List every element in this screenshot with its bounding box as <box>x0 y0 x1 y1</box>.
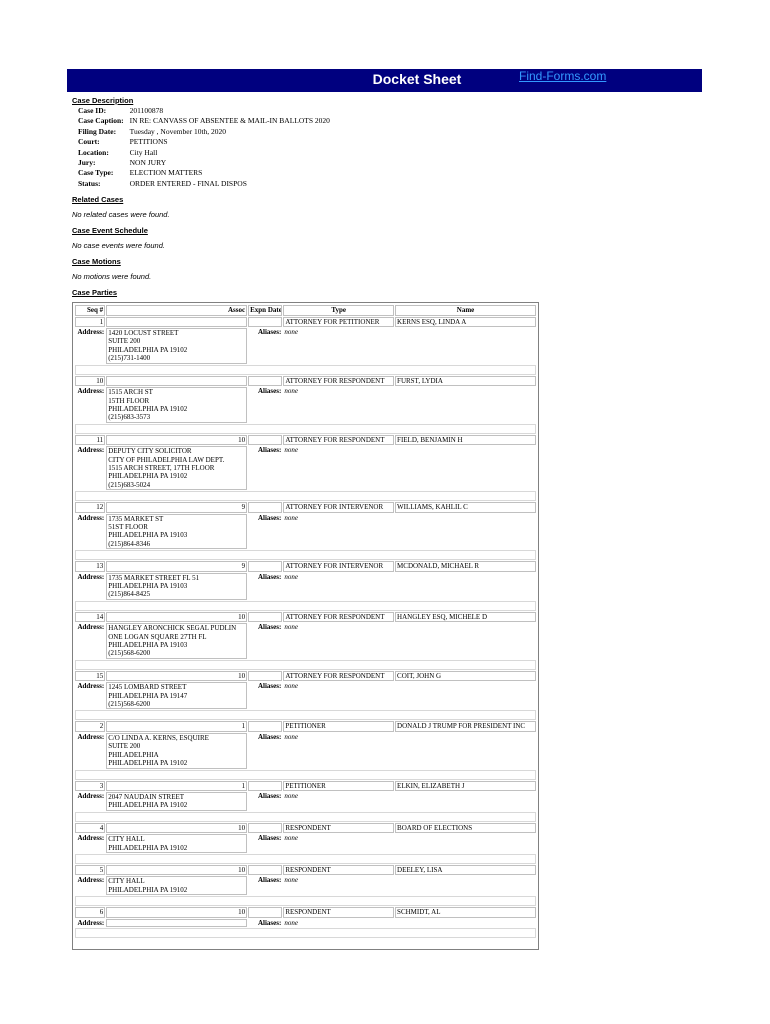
party-row <box>75 721 536 731</box>
party-spacer <box>75 660 536 670</box>
address-label: Address: <box>77 682 105 691</box>
header-bar <box>67 69 702 92</box>
party-expn-date <box>248 435 282 445</box>
party-spacer <box>75 550 536 560</box>
party-row <box>75 823 536 833</box>
party-address-row <box>75 514 536 550</box>
address-line: PHILADELPHIA PA 19102 <box>108 801 188 810</box>
spacer-cell <box>75 365 536 375</box>
aliases-label: Aliases: <box>257 876 282 885</box>
aliases-label: Aliases: <box>257 732 282 741</box>
aliases-label: Aliases: <box>257 682 282 691</box>
party-expn-date <box>248 907 282 917</box>
party-assoc: 10 <box>106 612 247 622</box>
aliases-label: Aliases: <box>257 623 282 632</box>
address-line: 1515 ARCH STREET, 17TH FLOOR <box>108 463 215 472</box>
case-parties-table-frame <box>72 302 539 950</box>
address-label: Address: <box>77 387 105 396</box>
aliases-value: none <box>284 387 298 396</box>
spacer-cell <box>75 660 536 670</box>
party-seq: 1 <box>75 317 105 327</box>
aliases-label: Aliases: <box>257 834 282 843</box>
case-field-row <box>78 137 336 147</box>
spacer-cell <box>75 710 536 720</box>
case-field-label: Location: <box>78 147 109 157</box>
party-address <box>106 446 247 490</box>
party-seq: 15 <box>75 671 105 681</box>
spacer-cell <box>75 928 536 938</box>
address-line: CITY OF PHILADELPHIA LAW DEPT. <box>108 455 225 464</box>
address-line: (215)683-5024 <box>108 480 151 489</box>
party-name: BOARD OF ELECTIONS <box>395 823 536 833</box>
spacer-cell <box>75 491 536 501</box>
party-spacer <box>75 812 536 822</box>
party-seq: 12 <box>75 502 105 512</box>
party-address <box>106 623 247 659</box>
party-row <box>75 781 536 791</box>
aliases-value: none <box>284 918 298 927</box>
party-seq: 13 <box>75 561 105 571</box>
spacer-cell <box>75 601 536 611</box>
address-line: ONE LOGAN SQUARE 27TH FL <box>108 632 207 641</box>
address-line: PHILADELPHIA PA 19103 <box>108 641 188 650</box>
party-spacer <box>75 710 536 720</box>
party-assoc: 1 <box>106 781 247 791</box>
party-address <box>106 514 247 550</box>
party-address-row <box>75 446 536 490</box>
aliases-value: none <box>284 513 298 522</box>
address-label: Address: <box>77 918 105 927</box>
party-row <box>75 317 536 327</box>
party-seq: 6 <box>75 907 105 917</box>
party-type: ATTORNEY FOR INTERVENOR <box>283 561 394 571</box>
col-expn-date: Expn Date <box>250 306 282 315</box>
address-line: DEPUTY CITY SOLICITOR <box>108 447 192 456</box>
party-type: ATTORNEY FOR RESPONDENT <box>283 376 394 386</box>
party-address <box>106 792 247 811</box>
col-assoc: Assoc <box>106 305 247 315</box>
party-type: ATTORNEY FOR RESPONDENT <box>283 671 394 681</box>
party-type: PETITIONER <box>283 721 394 731</box>
case-field-value: City Hall <box>129 147 158 157</box>
docket-content <box>72 96 700 950</box>
party-row <box>75 907 536 917</box>
party-row <box>75 865 536 875</box>
case-field-value: Tuesday , November 10th, 2020 <box>129 126 227 136</box>
party-name: ELKIN, ELIZABETH J <box>395 781 536 791</box>
aliases-value: none <box>284 328 298 337</box>
party-assoc: 10 <box>106 865 247 875</box>
case-field-label: Filing Date: <box>78 126 117 136</box>
address-line: PHILADELPHIA PA 19102 <box>108 843 188 852</box>
related-cases-heading: Related Cases <box>72 195 124 205</box>
party-address <box>106 919 247 927</box>
party-assoc: 10 <box>106 435 247 445</box>
party-expn-date <box>248 865 282 875</box>
address-line: PHILADELPHIA PA 19102 <box>108 404 188 413</box>
address-label: Address: <box>77 513 105 522</box>
party-expn-date <box>248 502 282 512</box>
aliases-value: none <box>284 834 298 843</box>
party-type: RESPONDENT <box>283 865 394 875</box>
case-field-row <box>78 158 336 168</box>
party-spacer <box>75 896 536 906</box>
party-expn-date <box>248 721 282 731</box>
party-address-row <box>75 834 536 853</box>
address-line: 15TH FLOOR <box>108 396 150 405</box>
spacer-cell <box>75 770 536 780</box>
party-seq: 14 <box>75 612 105 622</box>
col-name: Name <box>395 305 536 315</box>
party-spacer <box>75 424 536 434</box>
party-assoc: 9 <box>106 561 247 571</box>
case-field-label: Jury: <box>78 158 96 168</box>
party-type: ATTORNEY FOR RESPONDENT <box>283 612 394 622</box>
aliases-value: none <box>284 876 298 885</box>
aliases-value: none <box>284 572 298 581</box>
header-link[interactable]: Find-Forms.com <box>519 69 607 83</box>
aliases-label: Aliases: <box>257 791 282 800</box>
party-spacer <box>75 928 536 938</box>
address-line: C/O LINDA A. KERNS, ESQUIRE <box>108 733 209 742</box>
case-field-label: Case ID: <box>78 106 107 115</box>
case-field-row <box>78 179 336 189</box>
case-description-table <box>78 106 336 189</box>
party-assoc: 10 <box>106 907 247 917</box>
aliases-label: Aliases: <box>257 446 282 455</box>
address-line: 1515 ARCH ST <box>108 388 153 397</box>
party-address <box>106 573 247 600</box>
aliases-label: Aliases: <box>257 513 282 522</box>
party-address <box>106 328 247 364</box>
aliases-value: none <box>284 791 298 800</box>
party-type: ATTORNEY FOR PETITIONER <box>283 317 394 327</box>
party-name: DEELEY, LISA <box>395 865 536 875</box>
address-line: (215)683-3573 <box>108 413 151 422</box>
party-expn-date <box>248 671 282 681</box>
party-name: FIELD, BENJAMIN H <box>395 435 536 445</box>
party-expn-date <box>248 561 282 571</box>
party-type: RESPONDENT <box>283 907 394 917</box>
party-name: HANGLEY ESQ, MICHELE D <box>395 612 536 622</box>
party-seq: 10 <box>75 376 105 386</box>
case-field-value: NON JURY <box>129 158 167 168</box>
address-line: 1245 LOMBARD STREET <box>108 683 187 692</box>
party-address <box>106 682 247 709</box>
address-line: (215)864-8425 <box>108 590 151 599</box>
party-expn-date <box>248 781 282 791</box>
case-field-value: PETITIONS <box>129 137 168 147</box>
case-field-row <box>78 148 336 158</box>
col-type: Type <box>283 305 394 315</box>
aliases-label: Aliases: <box>257 387 282 396</box>
aliases-label: Aliases: <box>257 328 282 337</box>
party-name: FURST, LYDIA <box>395 376 536 386</box>
address-line: PHILADELPHIA PA 19102 <box>108 345 188 354</box>
address-line: 1735 MARKET ST <box>108 514 164 523</box>
party-spacer <box>75 601 536 611</box>
party-name: COIT, JOHN G <box>395 671 536 681</box>
party-address-row <box>75 387 536 423</box>
party-seq: 4 <box>75 823 105 833</box>
spacer-cell <box>75 550 536 560</box>
party-row <box>75 435 536 445</box>
party-row <box>75 502 536 512</box>
party-seq: 2 <box>75 721 105 731</box>
party-expn-date <box>248 823 282 833</box>
address-line: HANGLEY ARONCHICK SEGAL PUDLIN <box>108 624 237 633</box>
address-label: Address: <box>77 446 105 455</box>
party-expn-date <box>248 376 282 386</box>
party-name: MCDONALD, MICHAEL R <box>395 561 536 571</box>
party-assoc: 10 <box>106 823 247 833</box>
party-seq: 11 <box>75 435 105 445</box>
case-field-row <box>78 116 336 126</box>
aliases-label: Aliases: <box>257 572 282 581</box>
col-seq: Seq # <box>75 305 105 315</box>
party-spacer <box>75 491 536 501</box>
case-field-row <box>78 168 336 178</box>
party-spacer <box>75 770 536 780</box>
case-field-label: Status: <box>78 178 101 188</box>
case-field-label: Case Caption: <box>78 116 124 126</box>
party-name: WILLIAMS, KAHLIL C <box>395 502 536 512</box>
party-seq: 5 <box>75 865 105 875</box>
case-field-value: IN RE: CANVASS OF ABSENTEE & MAIL-IN BALLOTS 2020 <box>129 116 330 126</box>
spacer-cell <box>75 854 536 864</box>
address-label: Address: <box>77 572 105 581</box>
party-spacer <box>75 365 536 375</box>
party-row <box>75 561 536 571</box>
party-address-row <box>75 792 536 811</box>
party-address-row <box>75 919 536 927</box>
address-line: CITY HALL <box>108 877 145 886</box>
case-motions-heading: Case Motions <box>72 257 121 267</box>
party-address-row <box>75 682 536 709</box>
address-line: PHILADELPHIA PA 19103 <box>108 531 188 540</box>
party-expn-date <box>248 612 282 622</box>
address-label: Address: <box>77 834 105 843</box>
page-title: Docket Sheet <box>372 71 462 87</box>
party-expn-date <box>248 317 282 327</box>
party-type: ATTORNEY FOR INTERVENOR <box>283 502 394 512</box>
address-label: Address: <box>77 328 105 337</box>
address-label: Address: <box>77 876 105 885</box>
address-line: PHILADELPHIA PA 19102 <box>108 885 188 894</box>
party-assoc: 10 <box>106 671 247 681</box>
party-name: KERNS ESQ, LINDA A <box>395 317 536 327</box>
case-field-row <box>78 106 336 116</box>
party-type: RESPONDENT <box>283 823 394 833</box>
party-address-row <box>75 876 536 895</box>
address-line: PHILADELPHIA PA 19102 <box>108 472 188 481</box>
aliases-label: Aliases: <box>257 918 282 927</box>
address-line: (215)568-6200 <box>108 700 151 709</box>
address-line: SUITE 200 <box>108 337 141 346</box>
case-parties-heading: Case Parties <box>72 288 118 298</box>
party-seq: 3 <box>75 781 105 791</box>
address-line: 1735 MARKET STREET FL 51 <box>108 573 200 582</box>
party-name: DONALD J TRUMP FOR PRESIDENT INC <box>395 721 536 731</box>
party-address <box>106 834 247 853</box>
aliases-value: none <box>284 446 298 455</box>
case-field-label: Case Type: <box>78 168 114 178</box>
address-line: (215)731-1400 <box>108 354 151 363</box>
address-line: 2047 NAUDAIN STREET <box>108 792 185 801</box>
aliases-value: none <box>284 623 298 632</box>
case-parties-table <box>74 304 537 939</box>
address-line: 1420 LOCUST STREET <box>108 329 179 338</box>
party-address <box>106 876 247 895</box>
party-assoc <box>106 317 247 327</box>
case-event-schedule-note: No case events were found. <box>72 241 165 251</box>
party-assoc: 9 <box>106 502 247 512</box>
party-address <box>106 387 247 423</box>
spacer-cell <box>75 896 536 906</box>
address-line: 51ST FLOOR <box>108 522 148 531</box>
party-assoc <box>106 376 247 386</box>
party-row <box>75 612 536 622</box>
party-type: ATTORNEY FOR RESPONDENT <box>283 435 394 445</box>
related-cases-note: No related cases were found. <box>72 210 170 220</box>
party-spacer <box>75 854 536 864</box>
party-row <box>75 671 536 681</box>
party-address-row <box>75 573 536 600</box>
address-line: CITY HALL <box>108 835 145 844</box>
party-address-row <box>75 733 536 769</box>
party-address <box>106 733 247 769</box>
aliases-value: none <box>284 732 298 741</box>
case-motions-note: No motions were found. <box>72 272 152 282</box>
case-field-value: ELECTION MATTERS <box>129 168 203 178</box>
party-name: SCHMIDT, AL <box>395 907 536 917</box>
address-line: SUITE 200 <box>108 742 141 751</box>
address-line: (215)864-8346 <box>108 539 151 548</box>
party-row <box>75 376 536 386</box>
party-assoc: 1 <box>106 721 247 731</box>
address-line: PHILADELPHIA <box>108 750 159 759</box>
aliases-value: none <box>284 682 298 691</box>
address-line: PHILADELPHIA PA 19147 <box>108 691 188 700</box>
spacer-cell <box>75 812 536 822</box>
address-line: PHILADELPHIA PA 19102 <box>108 759 188 768</box>
case-event-schedule-heading: Case Event Schedule <box>72 226 148 236</box>
party-address-row <box>75 328 536 364</box>
spacer-cell <box>75 424 536 434</box>
address-label: Address: <box>77 791 105 800</box>
address-line: PHILADELPHIA PA 19103 <box>108 582 188 590</box>
case-field-value: ORDER ENTERED - FINAL DISPOS <box>129 178 247 188</box>
party-type: PETITIONER <box>283 781 394 791</box>
address-label: Address: <box>77 732 105 741</box>
case-field-row <box>78 127 336 137</box>
address-line: (215)568-6200 <box>108 649 151 658</box>
case-field-label: Court: <box>78 137 100 147</box>
party-address-row <box>75 623 536 659</box>
address-label: Address: <box>77 623 105 632</box>
case-description-heading: Case Description <box>72 96 134 105</box>
case-field-value: 201100878 <box>129 106 164 115</box>
